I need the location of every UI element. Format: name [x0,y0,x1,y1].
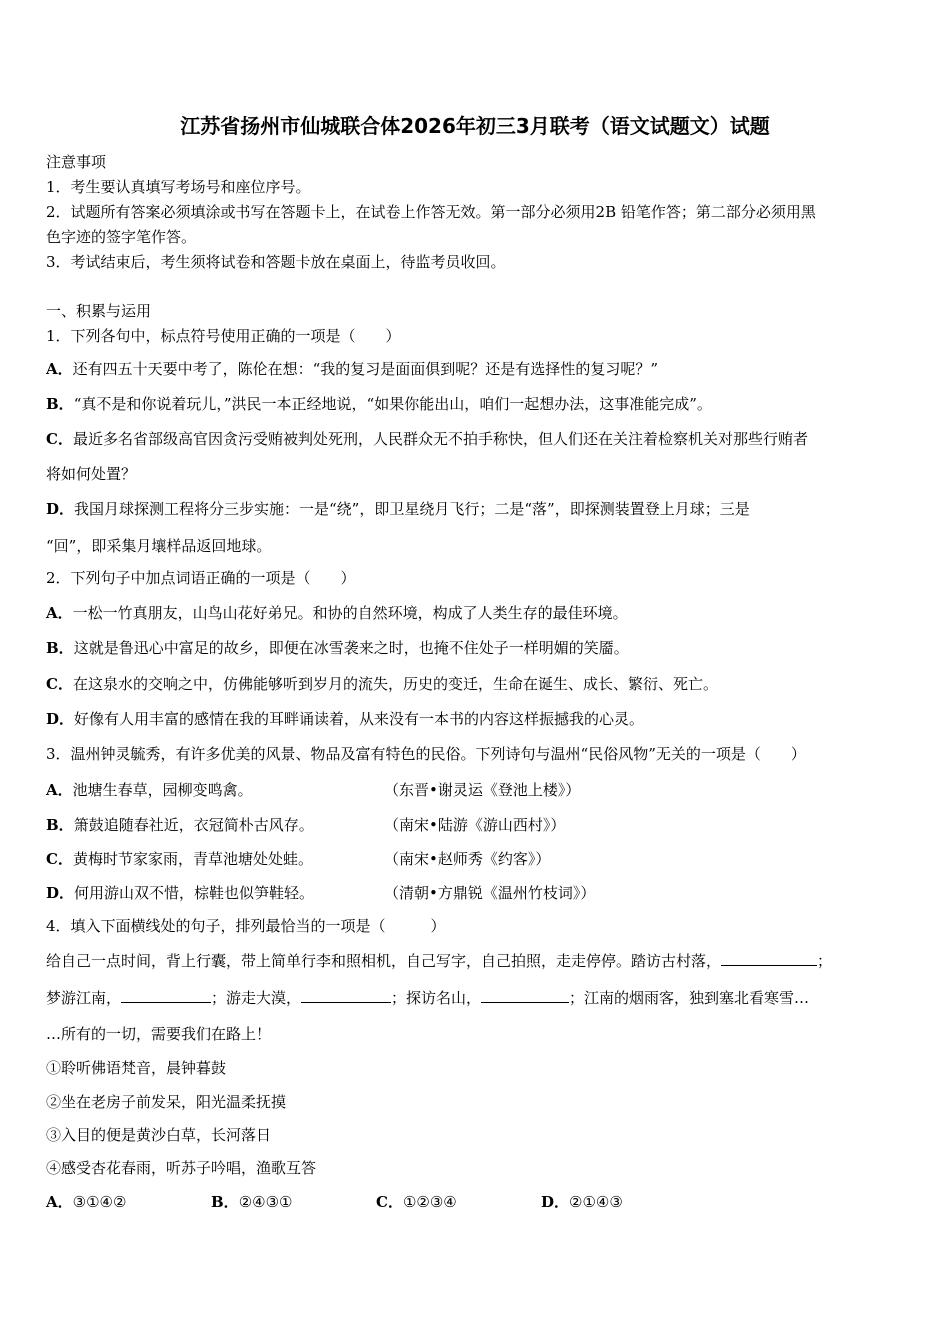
question-stem: 1．下列各句中，标点符号使用正确的一项是（ ） [46,327,401,345]
option-row [46,638,629,658]
list-item: ④感受杏花春雨，听苏子吟唱，渔歌互答 [46,1159,317,1177]
option-text: 池塘生春草，园柳变鸣禽。 [72,781,253,799]
option-row [46,429,808,449]
passage-text: ；江南的烟雨客，独到塞北看寒雪… [569,989,810,1007]
option-row [46,709,644,729]
option-text: ③①④② [72,1193,127,1211]
option-row [46,499,750,519]
fill-blank [121,988,211,1003]
option-text: 何用游山双不惜，棕鞋也似笋鞋轻。 [74,884,315,902]
fill-blank [481,988,569,1003]
option-letter: C． [46,850,73,868]
passage-text: ；探访名山， [391,989,482,1007]
option-text: ②①④③ [569,1193,623,1211]
passage-text: 给自己一点时间，背上行囊，带上简单行李和照相机，自己写字，自己拍照，走走停停。踏访古村落， [46,952,722,970]
option-row [46,603,628,623]
option-letter: C． [46,675,73,693]
page-title: 江苏省扬州市仙城联合体2026年初三3月联考（语文试题文）试题 [180,114,770,138]
option-row [46,815,906,835]
notice-item: 2．试题所有答案必须填涂或书写在答题卡上，在试卷上作答无效。第一部分必须用2B 铅笔作答；第二部分必须用黑 [46,203,816,221]
answer-option [376,1192,457,1212]
option-source: （清朝•方鼎锐《温州竹枝词》） [384,884,596,902]
fill-blank [721,951,817,966]
passage-text: ；游走大漠， [211,989,302,1007]
question-stem: 4．填入下面横线处的句子，排列最恰当的一项是（ ） [46,917,446,935]
option-letter: B． [46,395,74,413]
option-source: （南宋•赵师秀《约客》） [384,850,551,868]
option-text: 在这泉水的交响之中，仿佛能够听到岁月的流失，历史的变迁，生命在诞生、成长、繁衍、死亡。 [72,675,718,693]
answer-option [211,1192,292,1212]
option-letter: B． [211,1193,239,1211]
option-letter: D． [541,1193,570,1211]
option-row [46,359,658,379]
question-stem: 3．温州钟灵毓秀，有许多优美的风景、物品及富有特色的民俗。下列诗句与温州“民俗风物”无关的一项是（ ） [46,745,806,763]
option-text: 箫鼓追随春社近，衣冠简朴古风存。 [73,816,314,834]
option-letter: A． [46,604,73,622]
passage-line [46,951,832,971]
option-letter: B． [46,639,74,657]
list-item: ③入目的便是黄沙白草，长河落日 [46,1126,272,1144]
option-letter: D． [46,500,75,518]
option-text: 还有四五十天要中考了，陈伦在想：“我的复习是面面俱到呢？还是有选择性的复习呢？” [72,360,658,378]
list-item: ②坐在老房子前发呆，阳光温柔抚摸 [46,1093,287,1111]
option-source: （南宋•陆游《游山西村》） [384,816,566,834]
option-text: 黄梅时节家家雨，青草池塘处处蛙。 [72,850,313,868]
option-text-cont: 将如何处置？ [46,465,137,483]
option-text: 最近多名省部级高官因贪污受贿被判处死刑，人民群众无不拍手称快，但人们还在关注着检察机关对那些行贿者 [72,430,808,448]
option-letter: B． [46,816,74,834]
option-row [46,674,718,694]
notice-item: 3．考试结束后，考生须将试卷和答题卡放在桌面上，待监考员收回。 [46,253,506,271]
question-stem: 2．下列句子中加点词语正确的一项是（ ） [46,569,356,587]
option-letter: A． [46,1193,73,1211]
passage-line [46,988,809,1008]
option-letter: D． [46,710,75,728]
option-row [46,394,712,414]
option-letter: D． [46,884,75,902]
option-row [46,849,906,869]
option-letter: A． [46,781,73,799]
option-text: 这就是鲁迅心中富足的故乡，即便在冰雪袭来之时，也掩不住处子一样明媚的笑靥。 [73,639,629,657]
answer-option [541,1192,623,1212]
option-text: ①②③④ [402,1193,457,1211]
answer-option [46,1192,126,1212]
option-source: （东晋•谢灵运《登池上楼》） [384,781,581,799]
notice-heading: 注意事项 [46,153,107,171]
option-letter: C． [376,1193,403,1211]
option-letter: A． [46,360,73,378]
option-text-cont: “回”，即采集月壤样品返回地球。 [46,537,272,555]
option-text: 好像有人用丰富的感情在我的耳畔诵读着，从来没有一本书的内容这样振撼我的心灵。 [74,710,645,728]
option-text: 一松一竹真朋友，山鸟山花好弟兄。和协的自然环境，构成了人类生存的最佳环境。 [72,604,628,622]
option-text: 我国月球探测工程将分三步实施：一是“绕”，即卫星绕月飞行；二是“落”，即探测装置登上月球；三是 [74,500,750,518]
section-heading: 一、积累与运用 [46,302,152,320]
passage-text: 梦游江南， [46,989,122,1007]
option-text: “真不是和你说着玩儿，”洪民一本正经地说，“如果你能出山，咱们一起想办法，这事准能完成”。 [73,395,712,413]
passage-text: ； [817,952,833,970]
list-item: ①聆听佛语梵音，晨钟暮鼓 [46,1059,227,1077]
passage-line: …所有的一切，需要我们在路上！ [46,1025,272,1043]
option-row [46,883,906,903]
option-row [46,780,906,800]
option-letter: C． [46,430,73,448]
notice-item: 1．考生要认真填写考场号和座位序号。 [46,178,311,196]
fill-blank [301,988,391,1003]
notice-item: 色字迹的签字笔作答。 [46,228,197,246]
option-text: ②④③① [238,1193,293,1211]
